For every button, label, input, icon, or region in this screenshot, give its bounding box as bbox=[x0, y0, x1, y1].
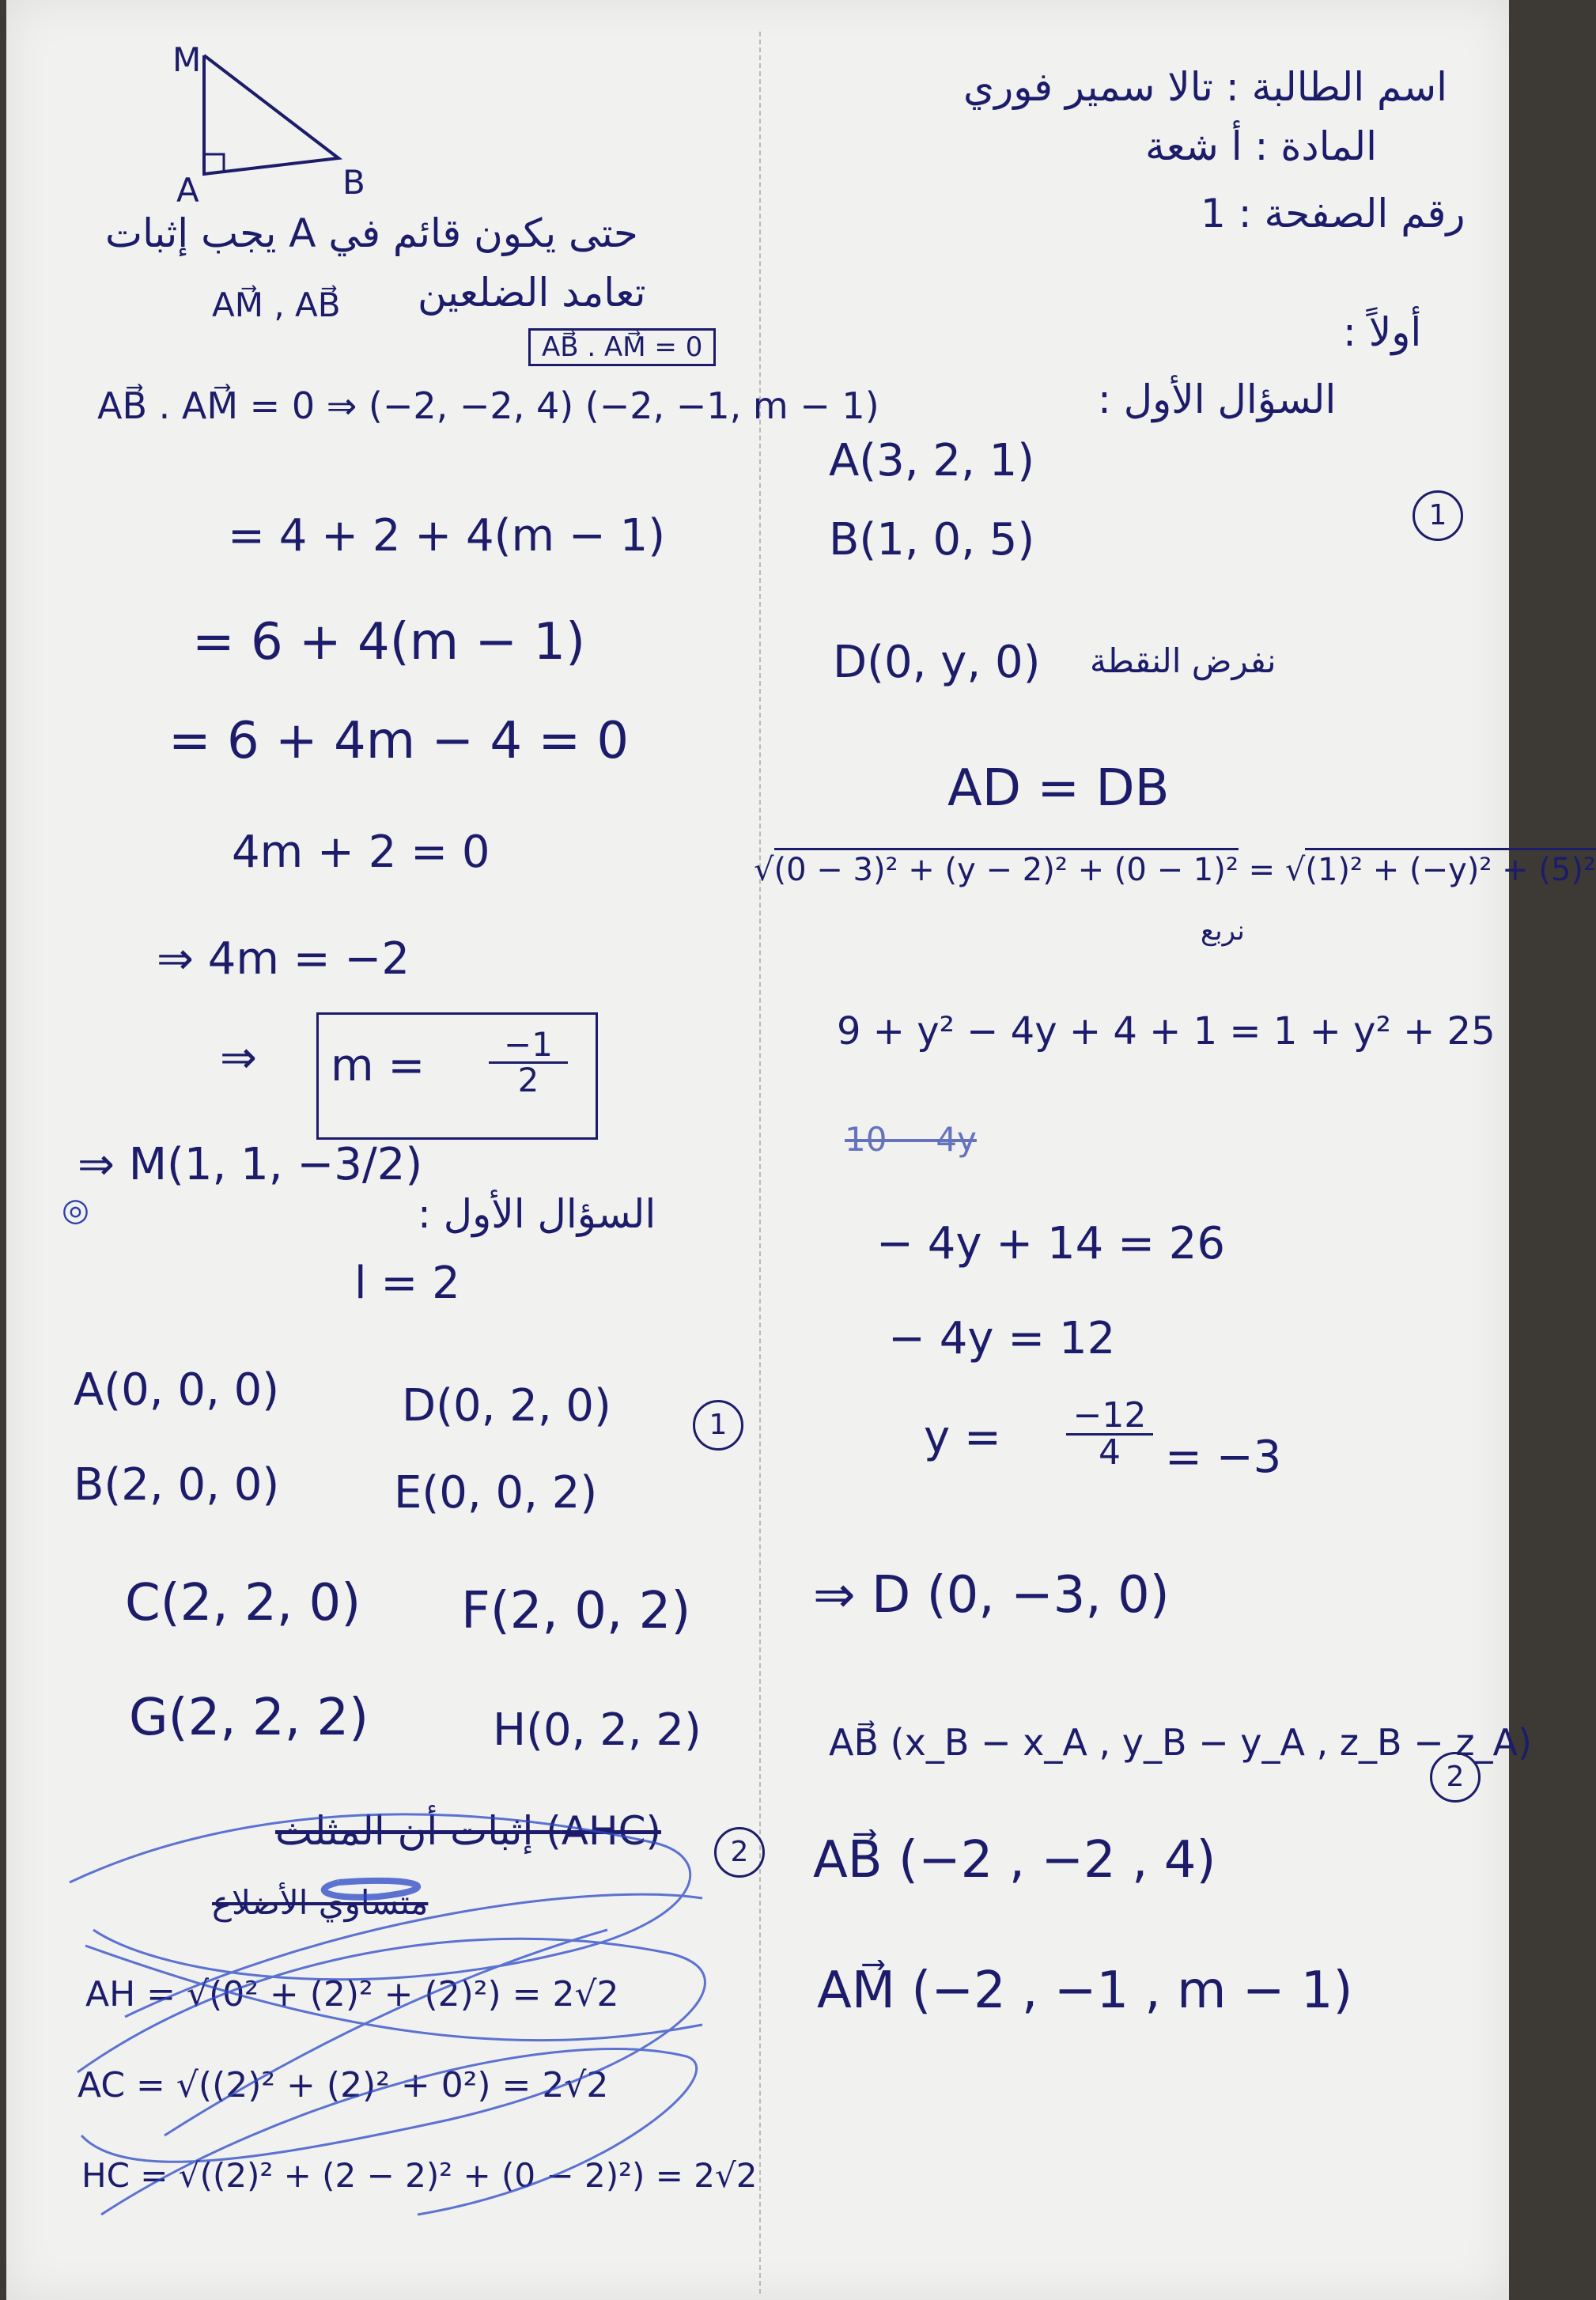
ad-equals-db: AD = DB bbox=[947, 759, 1170, 818]
question-one-heading: السؤال الأول : bbox=[1098, 376, 1337, 422]
student-name: اسم الطالبة : تالا سمير فوري bbox=[963, 64, 1448, 110]
distance-ac: AC = √((2)² + (2)² + 0²) = 2√2 bbox=[78, 2065, 609, 2105]
m-label: m = bbox=[331, 1040, 425, 1091]
y-label: y = bbox=[924, 1412, 1001, 1463]
sqrt-symbol-right: √ bbox=[1284, 852, 1306, 888]
point-b: B(1, 0, 5) bbox=[829, 514, 1035, 566]
question-two-circle-2: 2 bbox=[714, 1827, 765, 1878]
subject-line: المادة : أ شعة bbox=[1145, 123, 1377, 169]
assume-point-note: نفرض النقطة bbox=[1090, 641, 1276, 680]
triangle-vertex-a: A bbox=[176, 171, 199, 210]
cube-point-e: E(0, 0, 2) bbox=[394, 1467, 598, 1519]
expanded-equation: 9 + y² − 4y + 4 + 1 = 1 + y² + 25 bbox=[837, 1009, 1496, 1054]
triangle-vertex-m: M bbox=[172, 40, 202, 79]
vectors-pair: AM⃗ , AB⃗ bbox=[212, 286, 341, 324]
section-first: أولاً : bbox=[1343, 309, 1422, 355]
edge-length: l = 2 bbox=[354, 1258, 460, 1309]
dot-step-3: = 6 + 4m − 4 = 0 bbox=[168, 712, 630, 770]
square-note: نربع bbox=[1201, 915, 1245, 947]
scribble-overlay bbox=[6, 0, 1524, 2300]
cube-point-c: C(2, 2, 0) bbox=[125, 1574, 361, 1632]
distance-hc: HC = √((2)² + (2 − 2)² + (0 − 2)²) = 2√2 bbox=[81, 2156, 758, 2195]
point-a: A(3, 2, 1) bbox=[829, 435, 1035, 486]
question-number-circle-2: 2 bbox=[1430, 1752, 1481, 1803]
page-number-line: رقم الصفحة : 1 bbox=[1201, 191, 1466, 236]
m-fraction-denominator: 2 bbox=[517, 1061, 539, 1099]
cube-point-b: B(2, 0, 0) bbox=[74, 1459, 280, 1511]
dot-step-1: = 4 + 2 + 4(m − 1) bbox=[228, 510, 666, 562]
sqrt-right-expr: (1)² + (−y)² + (5)² bbox=[1305, 848, 1596, 888]
crossed-heading-1: (AHC) إثبات أن المثلث bbox=[275, 1808, 662, 1854]
triangle-vertex-b: B bbox=[342, 163, 365, 202]
sqrt-symbol-left: √ bbox=[754, 852, 774, 888]
y-fraction-numerator: −12 bbox=[1066, 1398, 1153, 1436]
scribble-mark: ◎ bbox=[62, 1192, 89, 1228]
equals-sign: = bbox=[1248, 852, 1276, 888]
linear-step-1: − 4y + 14 = 26 bbox=[876, 1218, 1226, 1269]
worksheet-page bbox=[6, 0, 1596, 2300]
distance-ah: AH = √(0² + (2)² + (2)²) = 2√2 bbox=[85, 1974, 619, 2014]
sqrt-left-expr: (0 − 3)² + (y − 2)² + (0 − 1)² bbox=[774, 848, 1239, 888]
cube-point-h: H(0, 2, 2) bbox=[493, 1704, 702, 1756]
y-result: = −3 bbox=[1165, 1432, 1282, 1483]
question-two-circle-1: 1 bbox=[693, 1400, 743, 1451]
perpendicular-note: حتى يكون قائم في A يجب إثبات bbox=[105, 210, 638, 256]
point-d: D(0, y, 0) bbox=[833, 637, 1041, 688]
y-fraction-denominator: 4 bbox=[1099, 1432, 1121, 1473]
vector-ab: AB⃗ (−2 , −2 , 4) bbox=[813, 1831, 1216, 1890]
question-number-circle: 1 bbox=[1413, 490, 1463, 541]
point-d-result: ⇒ D (0, −3, 0) bbox=[813, 1566, 1170, 1625]
cube-point-f: F(2, 0, 2) bbox=[461, 1582, 691, 1640]
m-fraction-numerator: −1 bbox=[489, 1028, 568, 1064]
point-m-result: ⇒ M(1, 1, −3/2) bbox=[78, 1139, 423, 1190]
cube-point-g: G(2, 2, 2) bbox=[129, 1689, 369, 1747]
dot-product-line: AB⃗ . AM⃗ = 0 ⇒ (−2, −2, 4) (−2, −1, m − 1) bbox=[97, 384, 879, 427]
vector-ab-general: AB⃗ (x_B − x_A , y_B − y_A , z_B − z_A) bbox=[829, 1721, 1532, 1764]
arrow-step-6: ⇒ bbox=[220, 1032, 257, 1084]
linear-step-2: − 4y = 12 bbox=[888, 1313, 1116, 1364]
dot-step-4: 4m + 2 = 0 bbox=[232, 827, 490, 878]
dot-step-2: = 6 + 4(m − 1) bbox=[192, 613, 586, 671]
perpendicular-note-2: تعامد الضلعين bbox=[418, 270, 646, 316]
cube-point-a: A(0, 0, 0) bbox=[74, 1364, 280, 1416]
crossed-out-term: 10 − 4y bbox=[845, 1120, 977, 1159]
dot-product-zero-box: AB⃗ . AM⃗ = 0 bbox=[528, 328, 716, 366]
cube-point-d: D(0, 2, 0) bbox=[402, 1380, 611, 1432]
crossed-heading-2: متساوي الأضلاع bbox=[212, 1883, 429, 1922]
dot-step-5: ⇒ 4m = −2 bbox=[157, 933, 410, 985]
question-two-heading: السؤال الأول : bbox=[418, 1191, 656, 1237]
vector-am: AM⃗ (−2 , −1 , m − 1) bbox=[817, 1961, 1353, 2020]
